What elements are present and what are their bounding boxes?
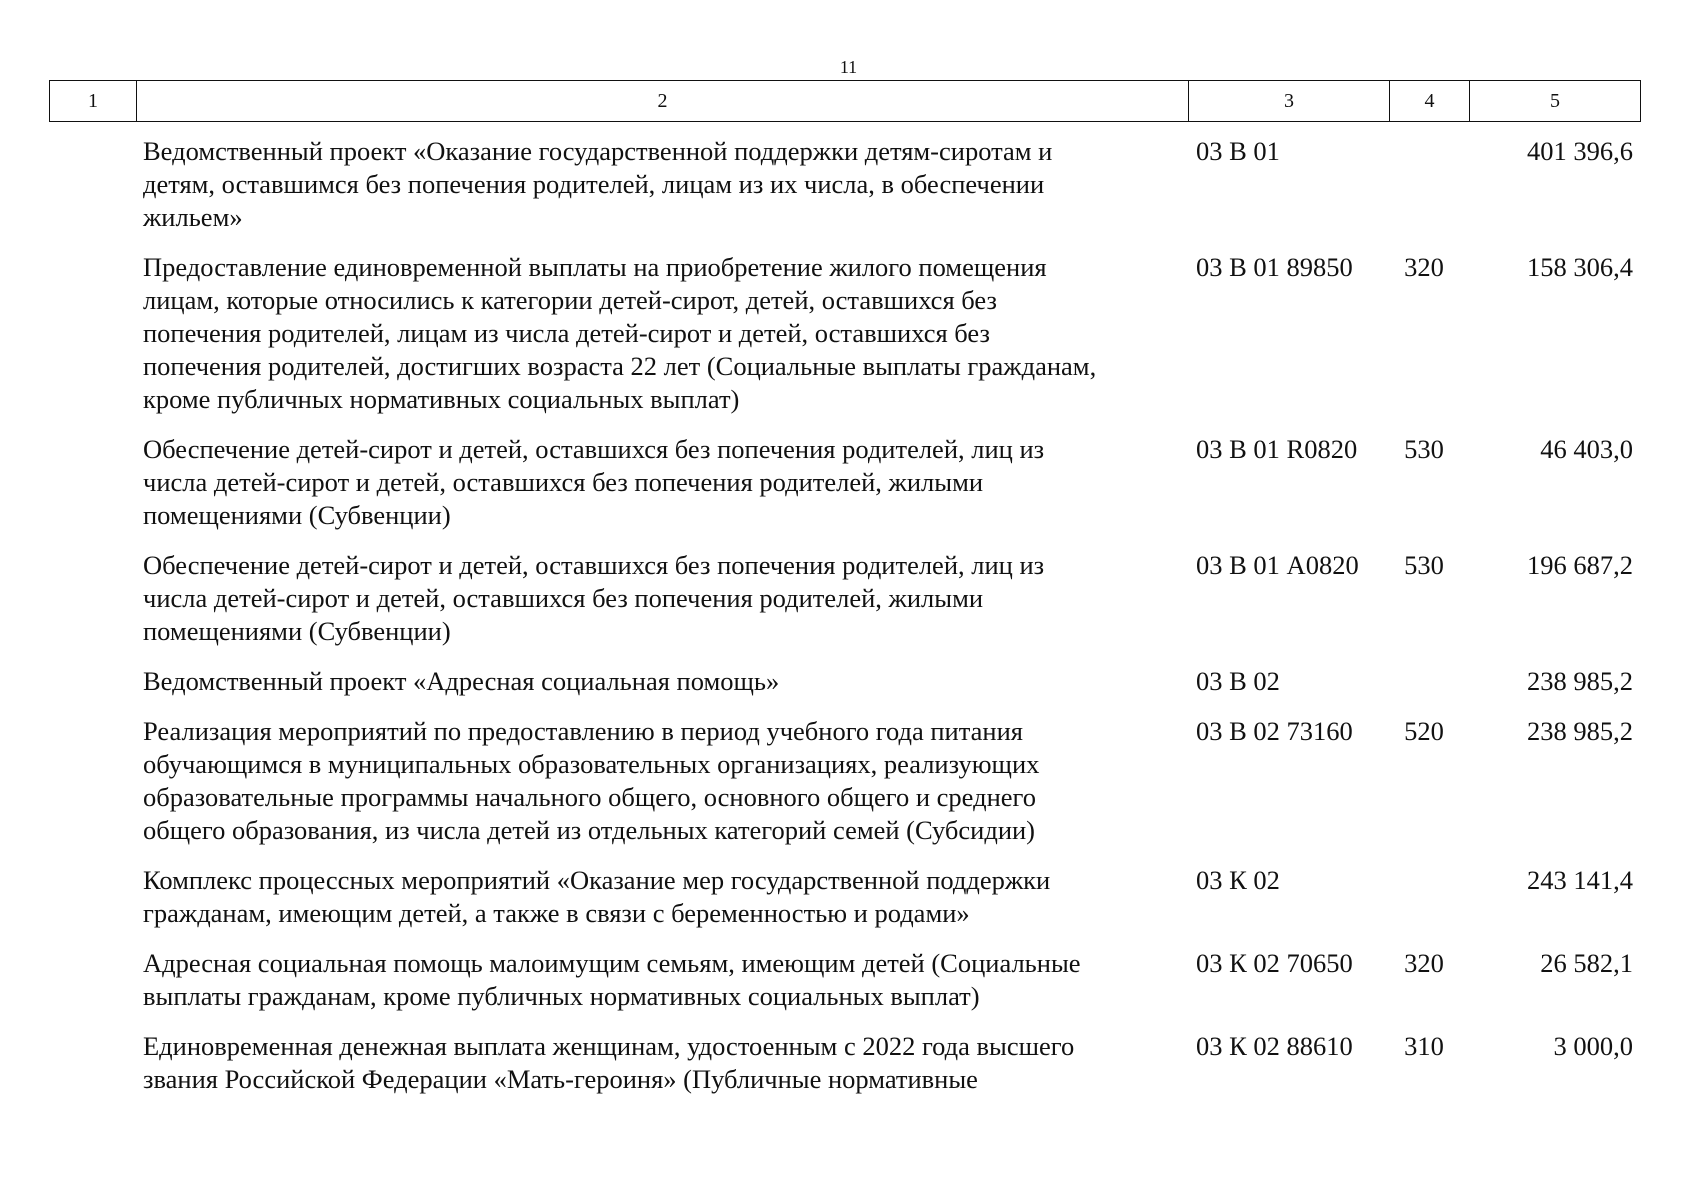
table-row	[0, 549, 1697, 648]
table-row	[0, 665, 1697, 698]
row-code: 03 В 01 89850	[1196, 252, 1353, 282]
row-sum: 401 396,6	[1527, 136, 1633, 166]
row-name: Ведомственный проект «Оказание государственной поддержки детям-сиротам и детям, оставшимся без попечения родителей, лицам из их числа, в обеспечении жильем»	[143, 136, 1053, 232]
row-name: Комплекс процессных мероприятий «Оказание мер государственной поддержки гражданам, имеющим детей, а также в связи с беременностью и родами»	[143, 865, 1051, 928]
row-expense-type: 310	[1404, 1031, 1444, 1061]
row-code: 03 К 02	[1196, 865, 1280, 895]
row-name: Обеспечение детей-сирот и детей, оставшихся без попечения родителей, лиц из числа детей-сирот и детей, оставшихся без попечения родителей, жилыми помещениями (Субвенции)	[143, 434, 1045, 530]
row-expense-type: 530	[1404, 550, 1444, 580]
table-row	[0, 135, 1697, 234]
table-row	[0, 1030, 1697, 1096]
header-col-4: 4	[1390, 81, 1470, 121]
row-expense-type: 520	[1404, 716, 1444, 746]
table-body	[0, 135, 1697, 1113]
table-row	[0, 715, 1697, 847]
row-name: Предоставление единовременной выплаты на приобретение жилого помещения лицам, которые относились к категории детей-сирот, детей, оставшихся без попечения родителей, лицам из числа детей-сирот и детей, оставшихся без попечения родителей, достигших возраста 22 лет (Социальные выплаты гражданам, кроме публичных нормативных социальных выплат)	[143, 252, 1097, 414]
row-sum: 158 306,4	[1527, 252, 1633, 282]
row-sum: 238 985,2	[1527, 666, 1633, 696]
row-code: 03 К 02 70650	[1196, 948, 1353, 978]
header-col-2: 2	[137, 81, 1189, 121]
table-row	[0, 864, 1697, 930]
row-expense-type: 530	[1404, 434, 1444, 464]
row-expense-type: 320	[1404, 948, 1444, 978]
row-name: Реализация мероприятий по предоставлению в период учебного года питания обучающимся в муниципальных образовательных организациях, реализующих образовательные программы начального общего, основного общего и среднего общего образования, из числа детей из отдельных категорий семей (Субсидии)	[143, 716, 1040, 845]
row-code: 03 В 01	[1196, 136, 1280, 166]
row-sum: 3 000,0	[1553, 1031, 1633, 1061]
row-name: Адресная социальная помощь малоимущим семьям, имеющим детей (Социальные выплаты гражданам, кроме публичных нормативных социальных выплат)	[143, 948, 1081, 1011]
row-code: 03 В 01 А0820	[1196, 550, 1359, 580]
row-sum: 46 403,0	[1540, 434, 1633, 464]
header-col-3: 3	[1189, 81, 1390, 121]
row-code: 03 В 02	[1196, 666, 1280, 696]
page-number: 11	[839, 57, 858, 77]
row-sum: 26 582,1	[1540, 948, 1633, 978]
table-row	[0, 947, 1697, 1013]
row-sum: 196 687,2	[1527, 550, 1633, 580]
table-header	[49, 80, 1641, 122]
row-name: Обеспечение детей-сирот и детей, оставшихся без попечения родителей, лиц из числа детей-сирот и детей, оставшихся без попечения родителей, жилыми помещениями (Субвенции)	[143, 550, 1045, 646]
header-col-5: 5	[1550, 89, 1560, 112]
header-col-1: 1	[50, 81, 137, 121]
table-row	[0, 433, 1697, 532]
table-row	[0, 251, 1697, 416]
row-sum: 238 985,2	[1527, 716, 1633, 746]
row-code: 03 К 02 88610	[1196, 1031, 1353, 1061]
row-code: 03 В 01 R0820	[1196, 434, 1358, 464]
row-name: Ведомственный проект «Адресная социальная помощь»	[143, 666, 780, 696]
row-code: 03 В 02 73160	[1196, 716, 1353, 746]
row-sum: 243 141,4	[1527, 865, 1633, 895]
row-expense-type: 320	[1404, 252, 1444, 282]
row-name: Единовременная денежная выплата женщинам, удостоенным с 2022 года высшего звания Российской Федерации «Мать-героиня» (Публичные нормативные	[143, 1031, 1075, 1094]
